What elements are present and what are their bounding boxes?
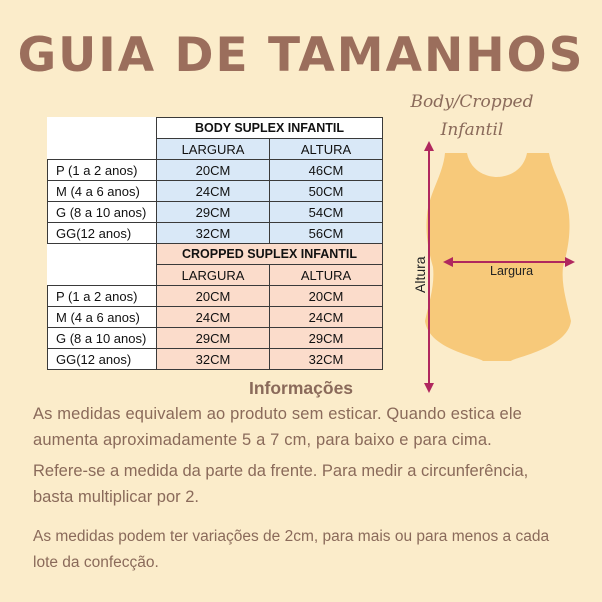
page-title: GUIA DE TAMANHOS — [17, 28, 585, 83]
table-row — [48, 328, 383, 349]
page-subtitle: Body/Cropped Infantil — [410, 92, 534, 140]
size-label: GG(12 anos) — [48, 349, 157, 370]
size-label: GG(12 anos) — [48, 223, 157, 244]
table-corner — [48, 139, 157, 160]
altura-cell: 54CM — [270, 202, 383, 223]
table-corner — [48, 244, 157, 265]
height-arrow-top — [424, 141, 434, 151]
altura-cell: 46CM — [270, 160, 383, 181]
size-table — [47, 117, 383, 370]
info-heading: Informações — [248, 378, 354, 398]
table-row — [48, 160, 383, 181]
cropped-table — [48, 244, 383, 370]
width-arrow-right — [565, 257, 575, 267]
size-label: P (1 a 2 anos) — [48, 286, 157, 307]
largura-cell: 24CM — [157, 307, 270, 328]
table-row — [48, 349, 383, 370]
largura-cell: 29CM — [157, 328, 270, 349]
body-col-altura: ALTURA — [270, 139, 383, 160]
largura-cell: 24CM — [157, 181, 270, 202]
altura-cell: 29CM — [270, 328, 383, 349]
width-label: Largura — [490, 264, 534, 278]
cropped-table-heading: CROPPED SUPLEX INFANTIL — [157, 244, 383, 265]
altura-cell: 24CM — [270, 307, 383, 328]
table-row — [48, 223, 383, 244]
table-corner — [48, 118, 157, 139]
largura-cell: 32CM — [157, 223, 270, 244]
altura-cell: 50CM — [270, 181, 383, 202]
bodysuit-shape — [425, 153, 571, 361]
table-row — [48, 307, 383, 328]
bodysuit-diagram — [405, 135, 585, 395]
info-paragraph-2: Refere-se a medida da parte da frente. Para medir a circunferência, basta multiplicar por 2. — [33, 462, 529, 506]
largura-cell: 29CM — [157, 202, 270, 223]
largura-cell: 20CM — [157, 160, 270, 181]
cropped-col-largura: LARGURA — [157, 265, 270, 286]
table-row — [48, 286, 383, 307]
size-label: P (1 a 2 anos) — [48, 160, 157, 181]
body-table — [48, 118, 383, 244]
body-table-heading: BODY SUPLEX INFANTIL — [157, 118, 383, 139]
info-paragraph-3: As medidas podem ter variações de 2cm, para mais ou para menos a cada lote da confecção. — [33, 528, 550, 571]
table-corner — [48, 265, 157, 286]
size-label: G (8 a 10 anos) — [48, 202, 157, 223]
height-label: Altura — [412, 256, 428, 293]
largura-cell: 20CM — [157, 286, 270, 307]
largura-cell: 32CM — [157, 349, 270, 370]
altura-cell: 32CM — [270, 349, 383, 370]
body-col-largura: LARGURA — [157, 139, 270, 160]
size-label: M (4 a 6 anos) — [48, 307, 157, 328]
size-label: G (8 a 10 anos) — [48, 328, 157, 349]
table-row — [48, 181, 383, 202]
info-paragraph-1: As medidas equivalem ao produto sem esticar. Quando estica ele aumenta aproximadamente 5 a 7 cm, para baixo e para cima. — [33, 405, 522, 449]
cropped-col-altura: ALTURA — [270, 265, 383, 286]
altura-cell: 56CM — [270, 223, 383, 244]
altura-cell: 20CM — [270, 286, 383, 307]
size-label: M (4 a 6 anos) — [48, 181, 157, 202]
table-row — [48, 202, 383, 223]
